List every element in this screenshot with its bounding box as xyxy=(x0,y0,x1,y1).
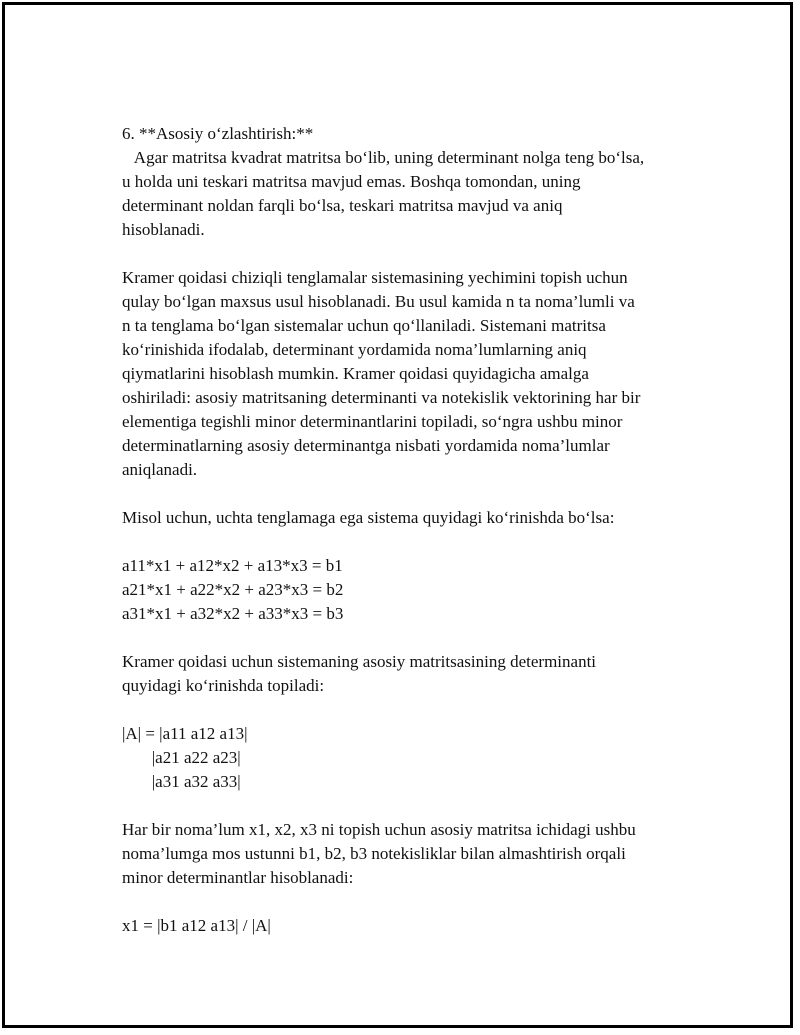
paragraph-line: Har bir noma’lum x1, x2, x3 ni topish uchun asosiy matritsa ichidagi ushbu xyxy=(122,820,636,839)
paragraph-line: Kramer qoidasi uchun sistemaning asosiy matritsasining determinanti xyxy=(122,652,597,671)
section-heading: 6. **Asosiy o‘zlashtirish:** xyxy=(122,124,314,143)
paragraph-example-intro xyxy=(122,506,702,530)
equation-system xyxy=(122,554,702,626)
matrix-line: |a21 a22 a23| xyxy=(122,748,241,767)
formula-x1: x1 = |b1 a12 a13| / |A| xyxy=(122,916,271,935)
paragraph-line: ko‘rinishida ifodalab, determinant yordamida noma’lumlarning aniq xyxy=(122,340,587,359)
spacer xyxy=(122,242,702,266)
paragraph-determinant-intro xyxy=(122,650,702,698)
spacer xyxy=(122,626,702,650)
paragraph-line: hisoblanadi. xyxy=(122,220,205,239)
paragraph-line: minor determinantlar hisoblanadi: xyxy=(122,868,354,887)
matrix-line: |a31 a32 a33| xyxy=(122,772,241,791)
paragraph-minor-determinants xyxy=(122,818,702,890)
document-body xyxy=(122,122,702,938)
equation-line: a21*x1 + a22*x2 + a23*x3 = b2 xyxy=(122,580,344,599)
paragraph-line: qulay bo‘lgan maxsus usul hisoblanadi. Bu usul kamida n ta noma’lumli va xyxy=(122,292,635,311)
paragraph-line: Agar matritsa kvadrat matritsa bo‘lib, uning determinant nolga teng bo‘lsa, xyxy=(122,148,645,167)
matrix-line: |A| = |a11 a12 a13| xyxy=(122,724,248,743)
equation-line: a31*x1 + a32*x2 + a33*x3 = b3 xyxy=(122,604,344,623)
spacer xyxy=(122,890,702,914)
paragraph-line: determinatlarning asosiy determinantga nisbati yordamida noma’lumlar xyxy=(122,436,610,455)
paragraph-line: u holda uni teskari matritsa mavjud emas. Boshqa tomondan, uning xyxy=(122,172,581,191)
paragraph-inverse-matrix xyxy=(122,146,702,242)
paragraph-line: Kramer qoidasi chiziqli tenglamalar sistemasining yechimini topish uchun xyxy=(122,268,628,287)
paragraph-line: quyidagi ko‘rinishda topiladi: xyxy=(122,676,325,695)
paragraph-line: determinant noldan farqli bo‘lsa, teskari matritsa mavjud va aniq xyxy=(122,196,563,215)
paragraph-line: noma’lumga mos ustunni b1, b2, b3 notekisliklar bilan almashtirish orqali xyxy=(122,844,626,863)
paragraph-line: elementiga tegishli minor determinantlarini topiladi, so‘ngra ushbu minor xyxy=(122,412,623,431)
equation-line: a11*x1 + a12*x2 + a13*x3 = b1 xyxy=(122,556,343,575)
paragraph-line: n ta tenglama bo‘lgan sistemalar uchun qo‘llaniladi. Sistemani matritsa xyxy=(122,316,606,335)
spacer xyxy=(122,794,702,818)
paragraph-line: Misol uchun, uchta tenglamaga ega sistema quyidagi ko‘rinishda bo‘lsa: xyxy=(122,508,615,527)
spacer xyxy=(122,698,702,722)
spacer xyxy=(122,530,702,554)
spacer xyxy=(122,482,702,506)
paragraph-cramer-rule xyxy=(122,266,702,482)
paragraph-line: oshiriladi: asosiy matritsaning determinanti va notekislik vektorining har bir xyxy=(122,388,641,407)
determinant-matrix xyxy=(122,722,702,794)
paragraph-line: qiymatlarini hisoblash mumkin. Kramer qoidasi quyidagicha amalga xyxy=(122,364,589,383)
paragraph-line: aniqlanadi. xyxy=(122,460,198,479)
page-frame xyxy=(2,2,793,1028)
